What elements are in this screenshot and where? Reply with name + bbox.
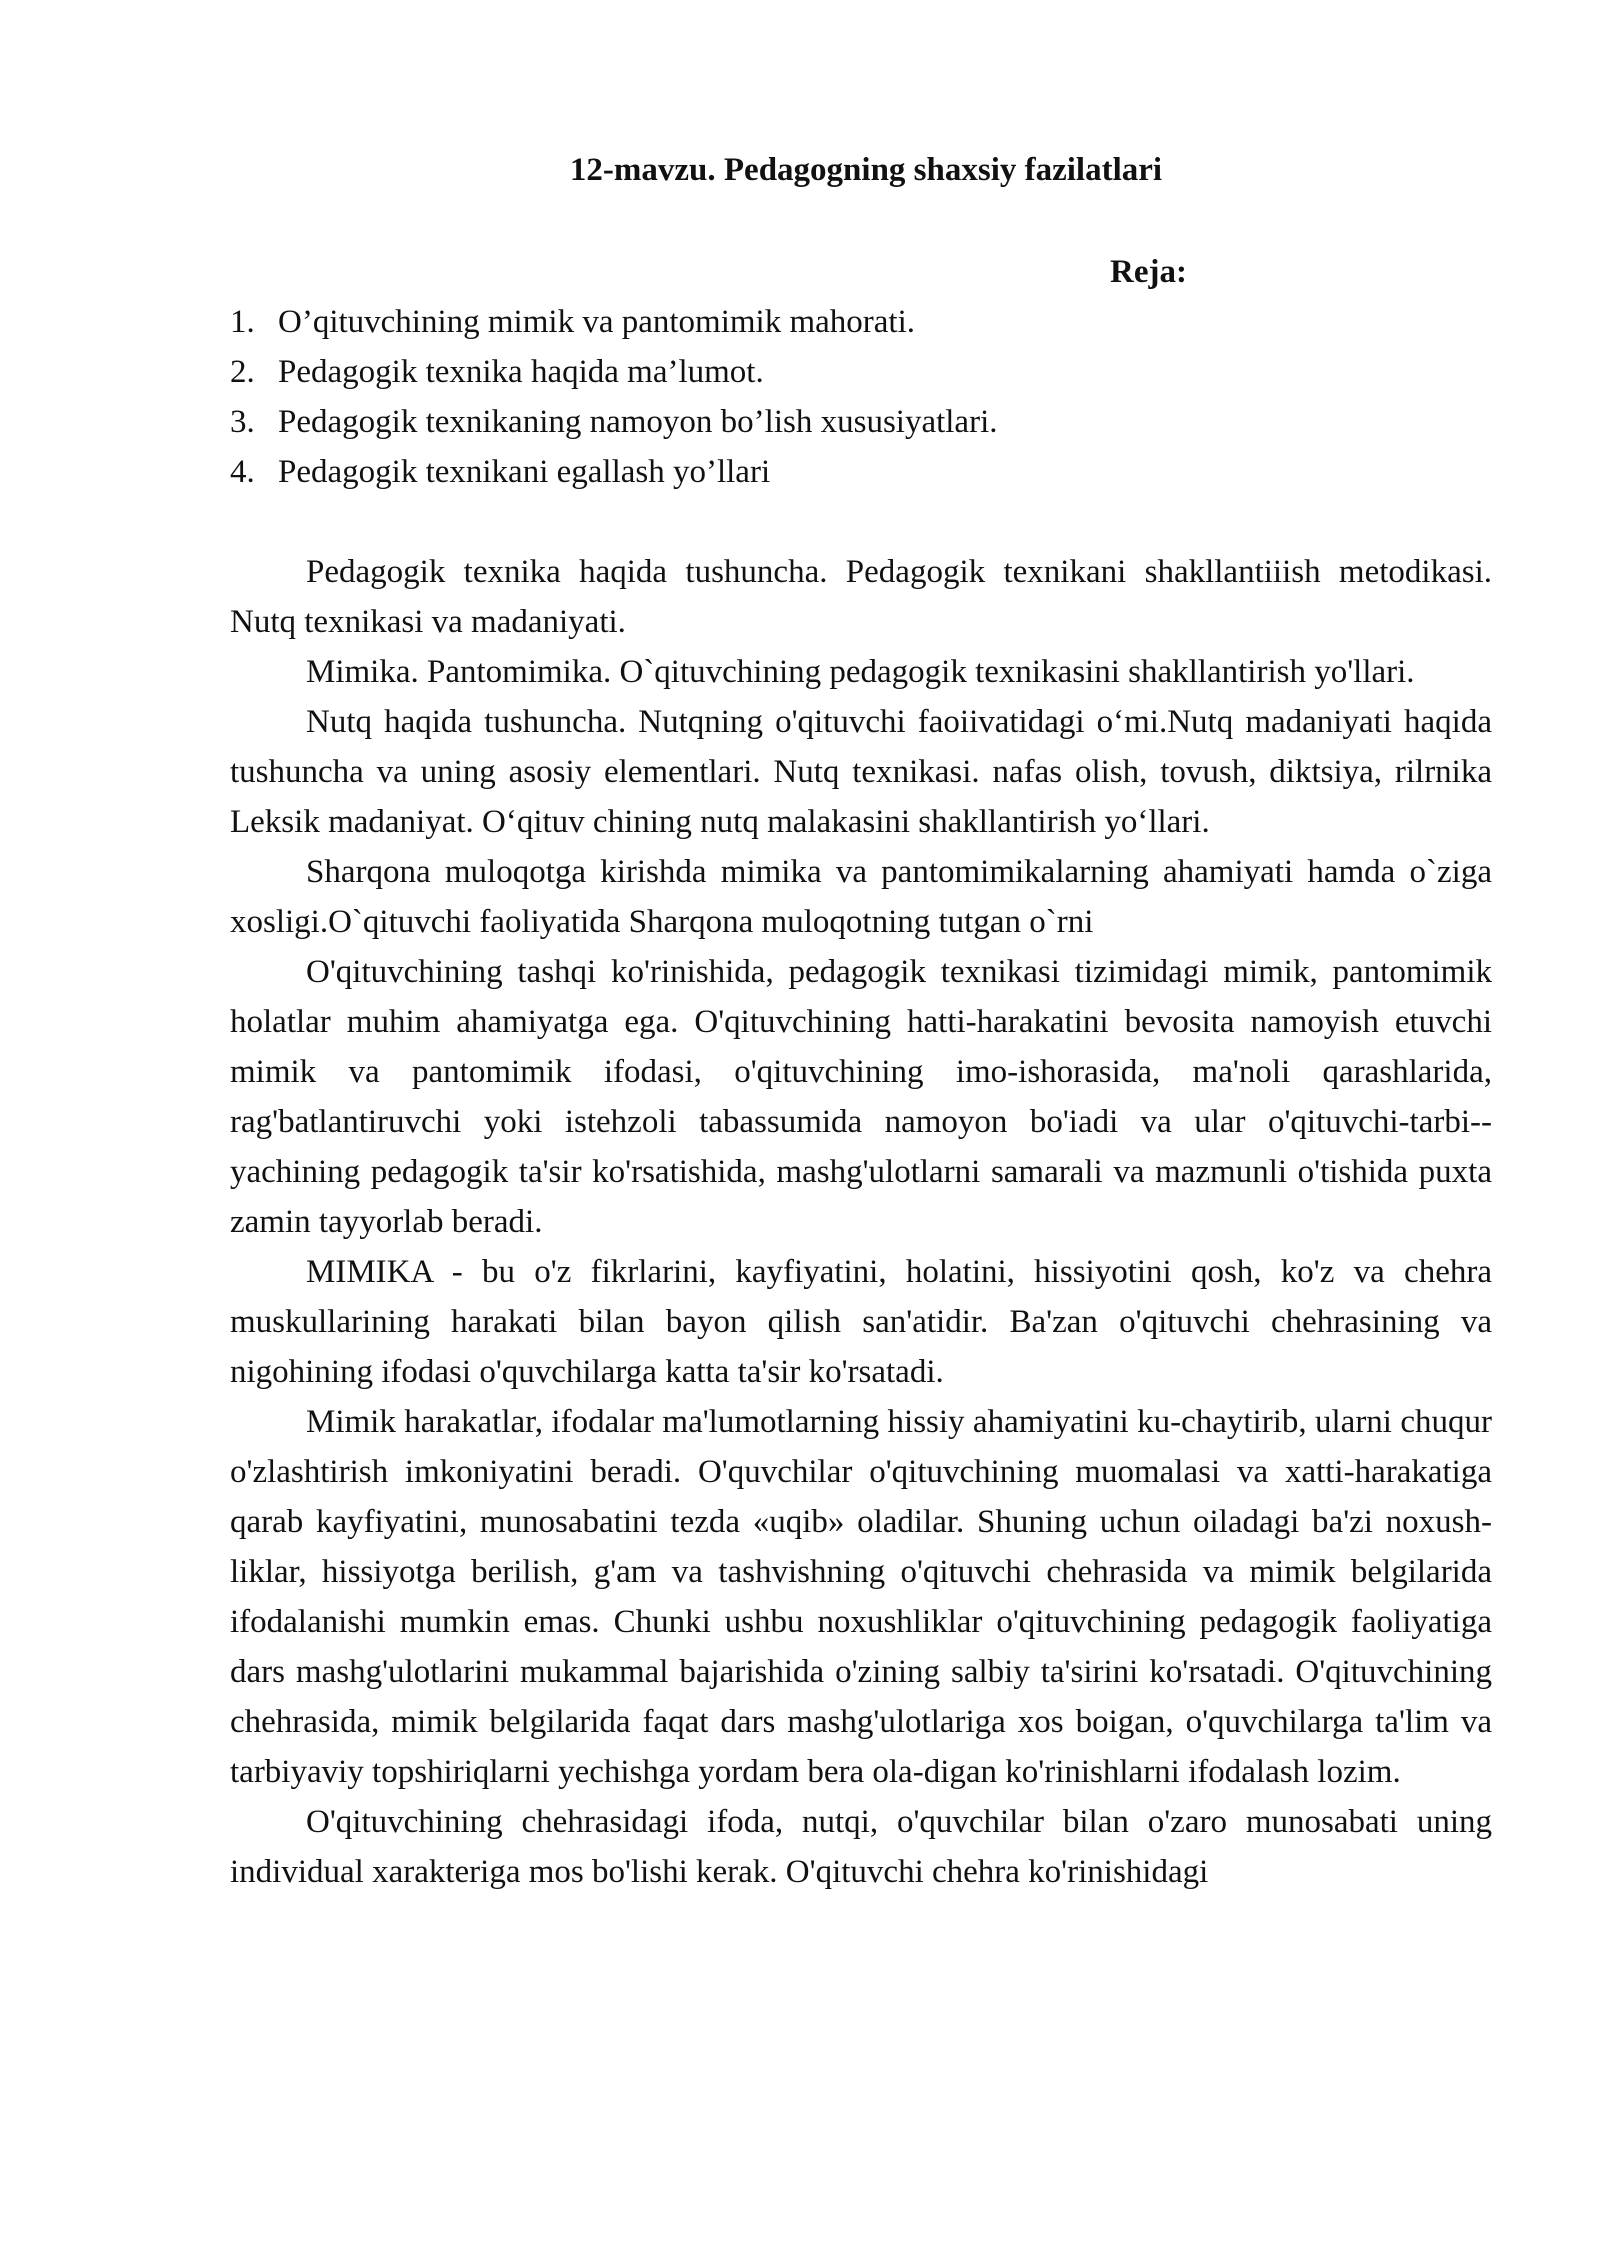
plan-item-text: Pedagogik texnikani egallash yo’llari <box>278 454 771 490</box>
plan-item-number: 3. <box>230 404 255 440</box>
plan-item <box>230 447 1492 497</box>
plan-item-text: Pedagogik texnika haqida ma’lumot. <box>278 354 764 390</box>
plan-item-number: 4. <box>230 454 255 490</box>
plan-heading: Reja: <box>1110 254 1187 290</box>
plan-item-text: Pedagogik texnikaning namoyon bo’lish xususiyatlari. <box>278 404 998 440</box>
paragraph: Mimika. Pantomimika. O`qituvchining pedagogik texnikasini shakllantirish yo'llari. <box>306 654 1415 690</box>
document-title: 12-mavzu. Pedagogning shaxsiy fazilatlari <box>569 152 1163 188</box>
plan-list <box>230 297 1492 497</box>
paragraph: Pedagogik texnika haqida tushuncha. Pedagogik texnikani shakllantiiish metodikasi. Nutq texnikasi va madaniyati. <box>230 554 1492 640</box>
plan-item <box>230 297 1492 347</box>
paragraph: Sharqona muloqotga kirishda mimika va pantomimikalarning ahamiyati hamda o`ziga xosligi.O`qituvchi faoliyatida Sharqona muloqotning tutgan o`rni <box>230 854 1492 940</box>
plan-item <box>230 347 1492 397</box>
document-page <box>230 145 1492 1897</box>
plan-item <box>230 397 1492 447</box>
paragraph: MIMIKA - bu o'z fikrlarini, kayfiyatini, holatini, hissiyotini qosh, ko'z va chehra muskullarining harakati bilan bayon qilish san'atidir. Ba'zan o'qituvchi chehrasining va nigohining ifodasi o'quvchilarga katta ta'sir ko'rsatadi. <box>230 1254 1492 1390</box>
plan-item-number: 2. <box>230 354 255 390</box>
plan-item-number: 1. <box>230 304 255 340</box>
plan-item-text: O’qituvchining mimik va pantomimik mahorati. <box>278 304 915 340</box>
body-text <box>230 547 1492 1897</box>
paragraph: O'qituvchining tashqi ko'rinishida, pedagogik texnikasi tizimidagi mimik, pantomimik holatlar muhim ahamiyatga ega. O'qituvchining hatti-harakatini bevosita namoyish etuvchi mimik va pantomimik ifodasi, o'qituvchining imo-ishorasida, ma'noli qarashlarida, rag'batlantiruvchi yoki istehzoli tabassumida namoyon bo'iadi va ular o'qituvchi-tarbi--yachining pedagogik ta'sir ko'rsatishida, mashg'ulotlarni samarali va mazmunli o'tishida puxta zamin tayyorlab beradi. <box>230 954 1492 1240</box>
paragraph: Mimik harakatlar, ifodalar ma'lumotlarning hissiy ahamiyatini ku-chaytirib, ularni chuqur o'zlashtirish imkoniyatini beradi. O'quvchilar o'qituvchining muomalasi va xatti-harakatiga qarab kayfiyatini, munosabatini tezda «uqib» oladilar. Shuning uchun oiladagi ba'zi noxush-liklar, hissiyotga berilish, g'am va tashvishning o'qituvchi chehrasida va mimik belgilarida ifodalanishi mumkin emas. Chunki ushbu noxushliklar o'qituvchining pedagogik faoliyatiga dars mashg'ulotlarini mukammal bajarishida o'zining salbiy ta'sirini ko'rsatadi. O'qituvchining chehrasida, mimik belgilarida faqat dars mashg'ulotlariga xos boigan, o'quvchilarga ta'lim va tarbiyaviy topshiriqlarni yechishga yordam bera ola-digan ko'rinishlarni ifodalash lozim. <box>230 1404 1492 1790</box>
paragraph: Nutq haqida tushuncha. Nutqning o'qituvchi faoiivatidagi o‘mi.Nutq madaniyati haqida tushuncha va uning asosiy elementlari. Nutq texnikasi. nafas olish, tovush, diktsiya, rilrnika Leksik madaniyat. O‘qituv chining nutq malakasini shakllantirish yo‘llari. <box>230 704 1492 840</box>
paragraph: O'qituvchining chehrasidagi ifoda, nutqi, o'quvchilar bilan o'zaro munosabati uning individual xarakteriga mos bo'lishi kerak. O'qituvchi chehra ko'rinishidagi <box>230 1804 1492 1890</box>
